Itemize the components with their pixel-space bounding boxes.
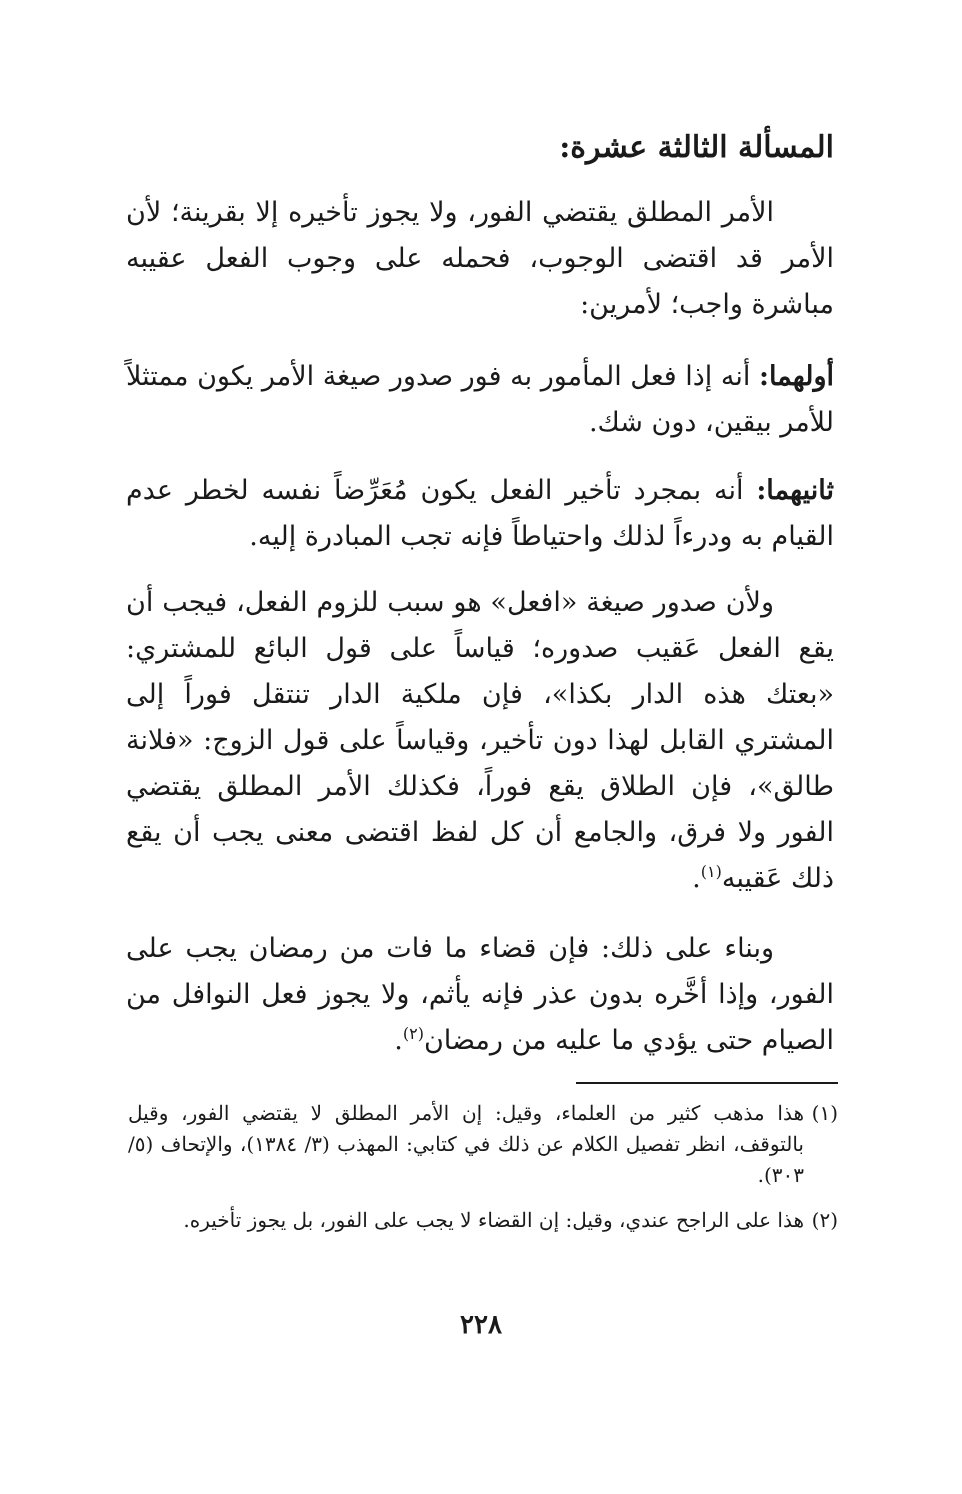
paragraph-5-text: [126, 926, 834, 1064]
paragraph-1: [126, 190, 834, 328]
paragraph-2: [126, 354, 834, 446]
footnotes: [128, 1098, 838, 1250]
footnote-1-number: (١): [811, 1101, 838, 1125]
paragraph-4-body: ولأن صدور صيغة «افعل» هو سبب للزوم الفعل، فيجب أن يقع الفعل عَقيب صدوره؛ قياساً على قول البائع للمشتري: «بعتك هذه الدار بكذا»، فإن ملكية الدار تنتقل فوراً إلى المشتري القابل لهذا دون تأخير، وقياساً على قول الزوج: «فلانة طالق»، فإن الطلاق يقع فوراً، فكذلك الأمر المطلق يقتضي الفور ولا فرق، والجامع أن كل لفظ اقتضى معنى يجب أن يقع ذلك عَقيبه: [126, 587, 834, 894]
paragraph-2-lead: أولهما:: [758, 361, 834, 392]
paragraph-3-text: [126, 468, 834, 560]
paragraph-4-end: .: [692, 863, 701, 894]
footnote-separator: [576, 1082, 838, 1084]
paragraph-5: [126, 926, 834, 1064]
paragraph-1-text: الأمر المطلق يقتضي الفور، ولا يجوز تأخيره إلا بقرينة؛ لأن الأمر قد اقتضى الوجوب، فحمله على وجوب الفعل عقيبه مباشرة واجب؛ لأمرين:: [126, 197, 834, 320]
paragraph-2-body: أنه إذا فعل المأمور به فور صدور صيغة الأمر يكون ممتثلاً للأمر بيقين، دون شك.: [126, 361, 834, 438]
page-number: ٢٢٨: [460, 1310, 502, 1340]
paragraph-4-text: [126, 580, 834, 902]
footnote-ref-2: (٢): [402, 1024, 424, 1043]
paragraph-3: [126, 468, 834, 560]
footnote-ref-1: (١): [700, 862, 722, 881]
footnote-2-text: هذا على الراجح عندي، وقيل: إن القضاء لا يجب على الفور، بل يجوز تأخيره.: [183, 1208, 804, 1232]
footnote-2: [128, 1205, 838, 1236]
section-heading: المسألة الثالثة عشرة:: [559, 130, 834, 165]
paragraph-5-end: .: [394, 1025, 403, 1056]
paragraph-4: [126, 580, 834, 902]
footnote-1-text: هذا مذهب كثير من العلماء، وقيل: إن الأمر المطلق لا يقتضي الفور، وقيل بالتوقف، انظر تفصيل الكلام عن ذلك في كتابي: المهذب (٣/ ١٣٨٤)، والإتحاف (٥/ ٣٠٣).: [128, 1101, 804, 1187]
paragraph-5-body: وبناء على ذلك: فإن قضاء ما فات من رمضان يجب على الفور، وإذا أخَّره بدون عذر فإنه يأثم، ولا يجوز فعل النوافل من الصيام حتى يؤدي ما عليه من رمضان: [126, 933, 834, 1056]
paragraph-3-lead: ثانيهما:: [756, 475, 834, 506]
paragraph-2-text: [126, 354, 834, 446]
paragraph-3-body: أنه بمجرد تأخير الفعل يكون مُعَرِّضاً نفسه لخطر عدم القيام به ودرءاً لذلك واحتياطاً فإنه تجب المبادرة إليه.: [126, 475, 834, 552]
footnote-2-number: (٢): [811, 1208, 838, 1232]
footnote-1: [128, 1098, 838, 1191]
